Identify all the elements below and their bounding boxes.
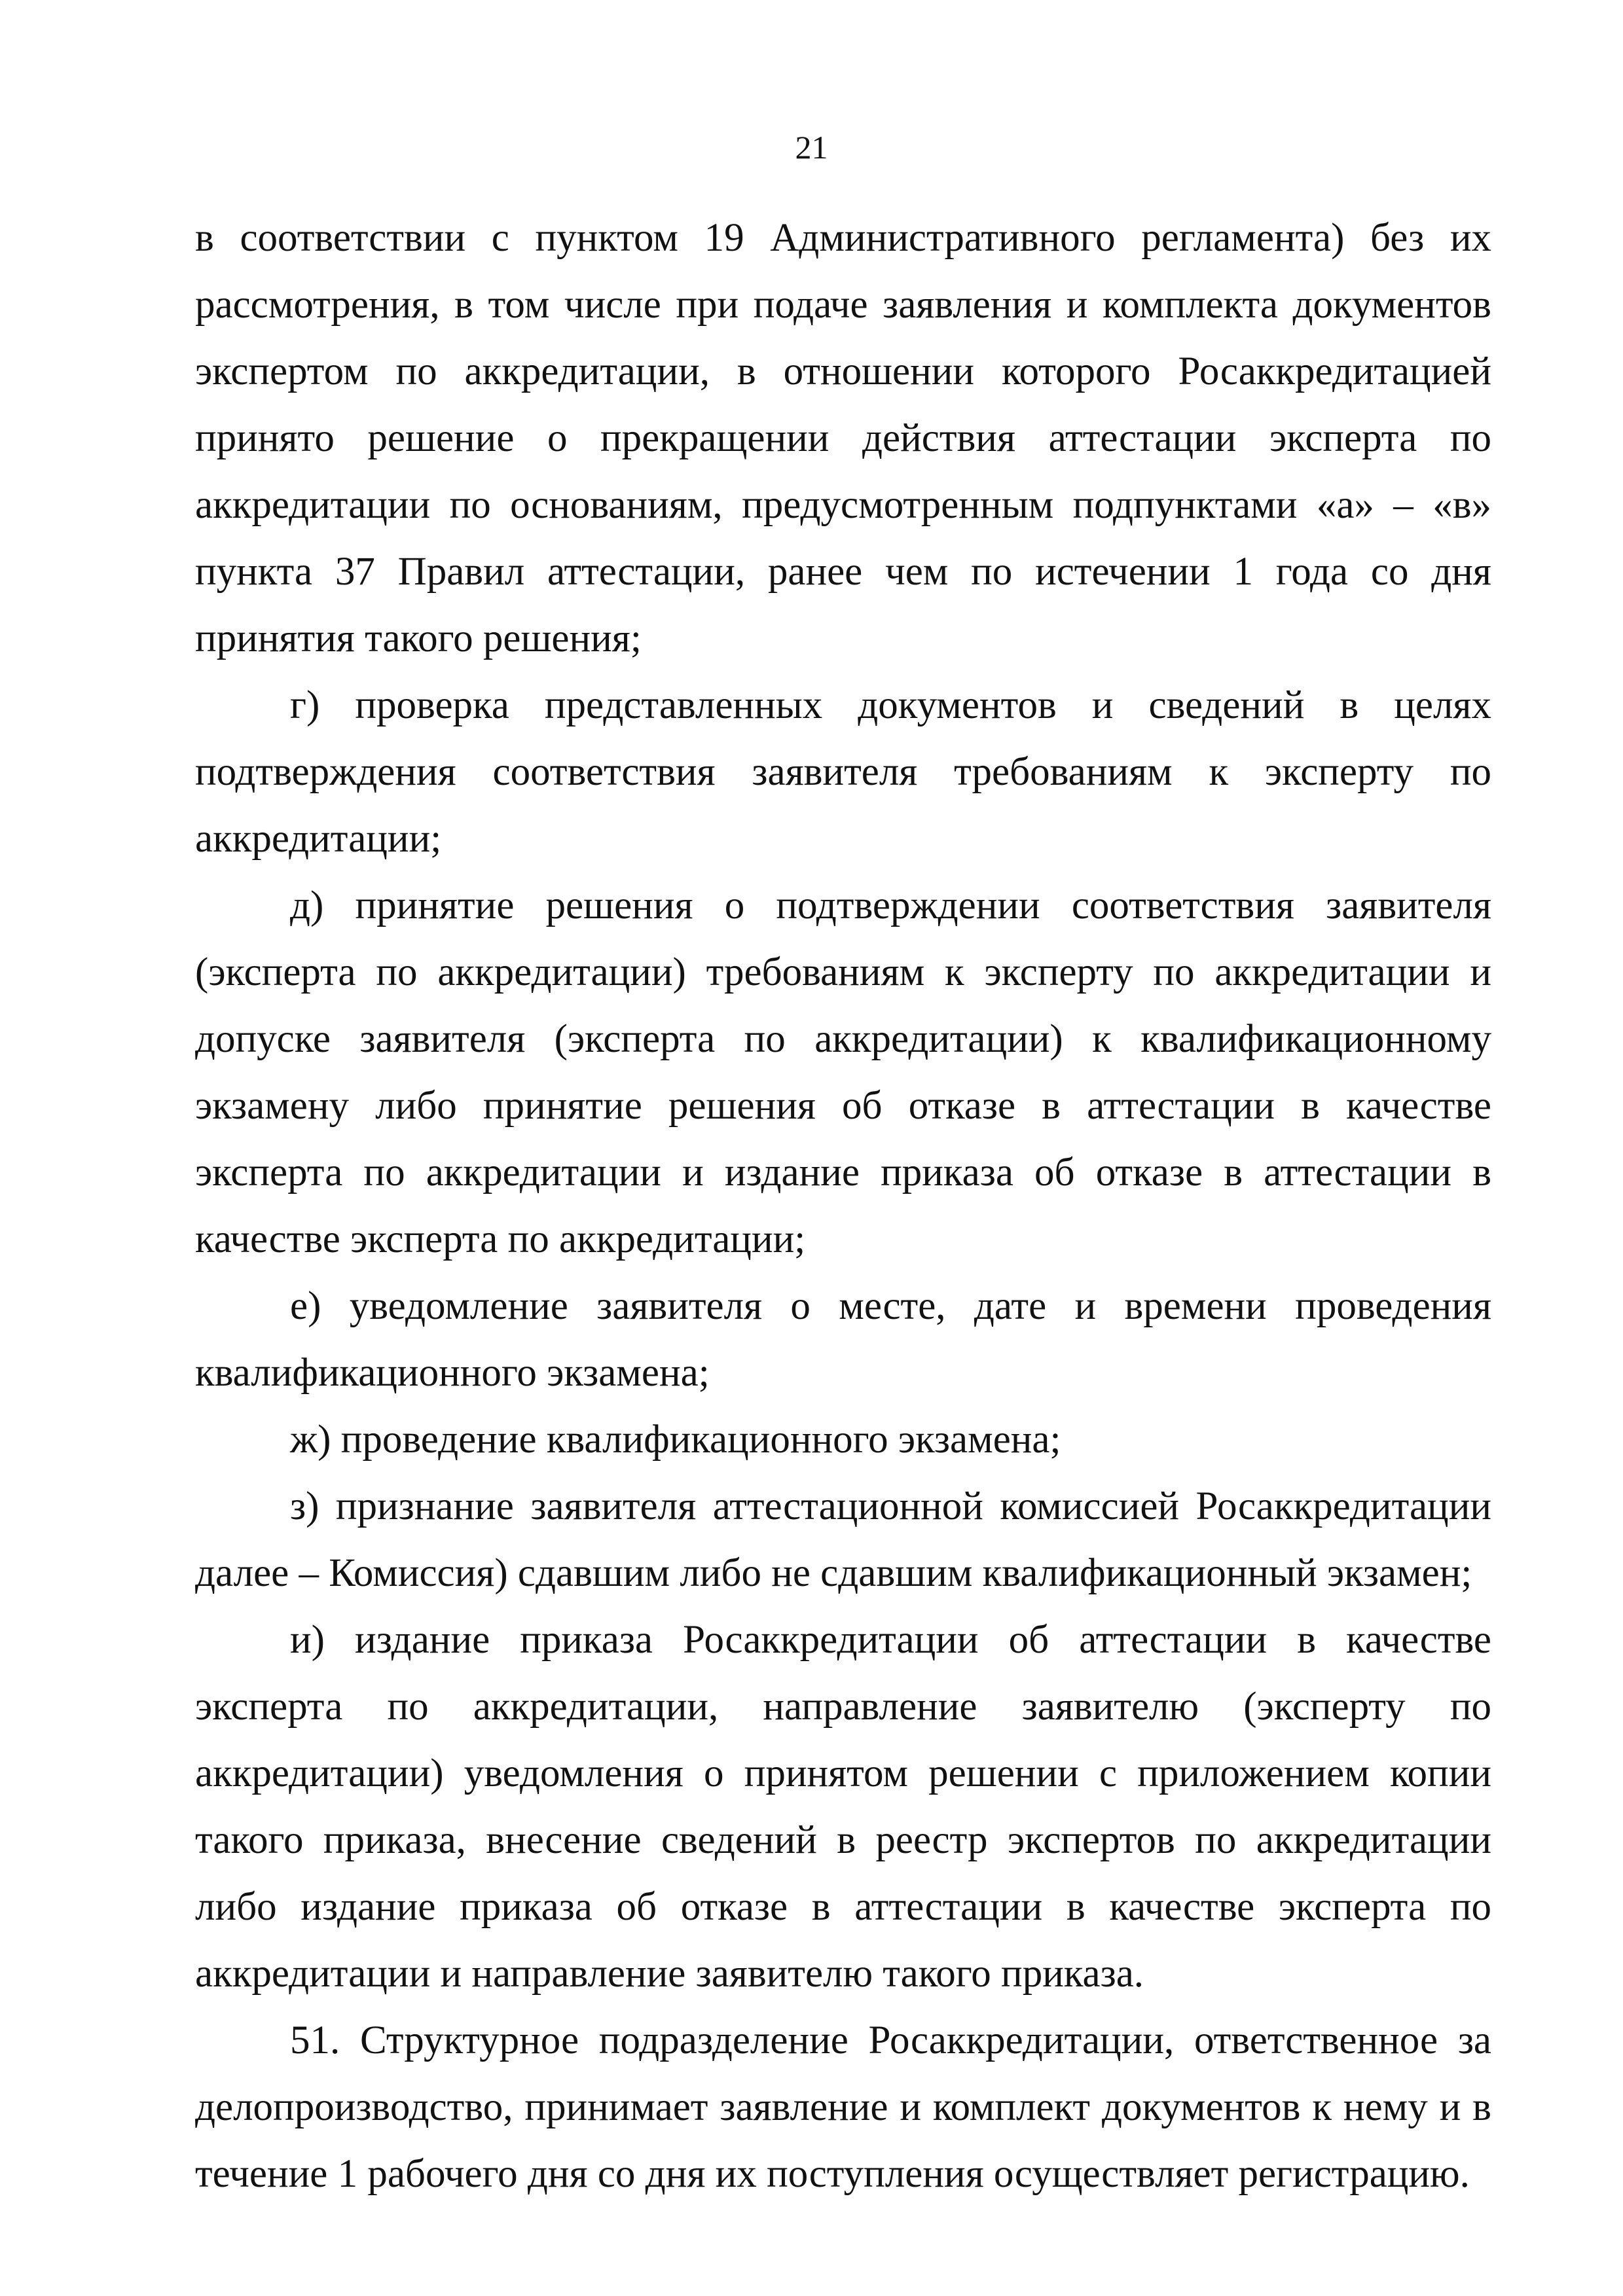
paragraph-51: 51. Структурное подразделение Росаккредитации, ответственное за делопроизводство, принимает заявление и комплект документов к нему и в течение 1 рабочего дня со дня их поступления осуществляет регистрацию. <box>195 2018 1491 2196</box>
page-number: 21 <box>795 129 828 166</box>
paragraph-item-i: и) издание приказа Росаккредитации об аттестации в качестве эксперта по аккредитации, направление заявителю (эксперту по аккредитации) уведомления о принятом решении с приложением копии такого приказа, внесение сведений в реестр экспертов по аккредитации либо издание приказа об отказе в аттестации в качестве эксперта по аккредитации и направление заявителю такого приказа. <box>195 1618 1491 1996</box>
paragraph-continuation: в соответствии с пунктом 19 Административного регламента) без их рассмотрения, в том числе при подаче заявления и комплекта документов экспертом по аккредитации, в отношении которого Росаккредитацией принято решение о прекращении действия аттестации эксперта по аккредитации по основаниям, предусмотренным подпунктами «а» – «в» пункта 37 Правил аттестации, ранее чем по истечении 1 года со дня принятия такого решения; <box>195 216 1491 660</box>
paragraph-item-g: г) проверка представленных документов и сведений в целях подтверждения соответствия заявителя требованиям к эксперту по аккредитации; <box>195 683 1491 861</box>
paragraph-item-d: д) принятие решения о подтверждении соответствия заявителя (эксперта по аккредитации) требованиям к эксперту по аккредитации и допуске заявителя (эксперта по аккредитации) к квалификационному экзамену либо принятие решения об отказе в аттестации в качестве эксперта по аккредитации и издание приказа об отказе в аттестации в качестве эксперта по аккредитации; <box>195 884 1491 1261</box>
paragraph-item-e: е) уведомление заявителя о месте, дате и времени проведения квалификационного экзамена; <box>195 1284 1491 1395</box>
paragraph-item-z: з) признание заявителя аттестационной комиссией Росаккредитации далее – Комиссия) сдавшим либо не сдавшим квалификационный экзамен; <box>195 1484 1491 1595</box>
paragraph-item-zh: ж) проведение квалификационного экзамена; <box>290 1418 1061 1462</box>
document-body <box>195 205 1491 2208</box>
